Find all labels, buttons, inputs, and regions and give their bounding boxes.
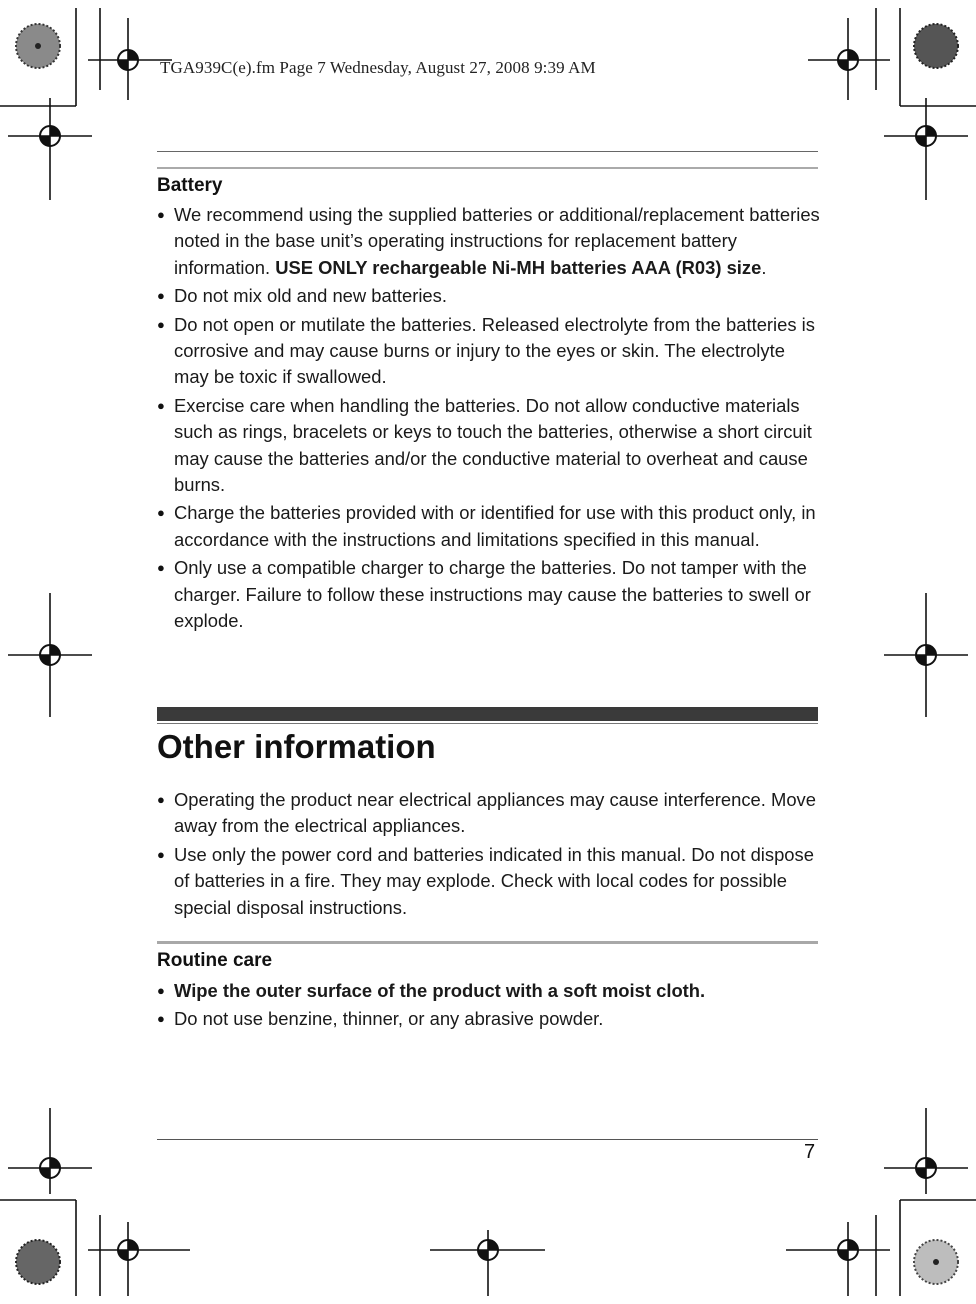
top-rule xyxy=(157,151,818,152)
starburst-top-left xyxy=(16,24,60,68)
list-item: ● Operating the product near electrical appliances may cause interference. Move away from the electrical appliances. xyxy=(157,787,821,840)
list-item: ● Wipe the outer surface of the product with a soft moist cloth. xyxy=(157,978,821,1004)
section-bar xyxy=(157,707,818,721)
starburst-bottom-left xyxy=(16,1240,60,1284)
page-number: 7 xyxy=(804,1141,816,1163)
bottom-rule xyxy=(157,1139,818,1140)
routine-care-heading: Routine care xyxy=(157,950,273,971)
routine-care-list xyxy=(157,978,821,1035)
list-item: ● We recommend using the supplied batteries or additional/replacement batteries noted in the base unit’s operating instructions for replacement battery information. USE ONLY rechargeable Ni-MH batteries AAA (R03) size. xyxy=(157,202,821,281)
file-slug: TGA939C(e).fm Page 7 Wednesday, August 27, 2008 9:39 AM xyxy=(160,58,596,77)
starburst-bottom-right xyxy=(914,1240,958,1284)
section-bar-underline xyxy=(157,723,818,724)
other-information-list xyxy=(157,787,821,923)
other-information-heading: Other information xyxy=(157,728,436,765)
section-rule-routine xyxy=(157,941,818,944)
section-rule-battery xyxy=(157,167,818,169)
starburst-top-right xyxy=(914,24,958,68)
list-item: ● Do not mix old and new batteries. xyxy=(157,283,821,309)
list-item: ● Only use a compatible charger to charge the batteries. Do not tamper with the charger. Failure to follow these instructions may cause the batteries to swell or explode. xyxy=(157,555,821,634)
battery-heading: Battery xyxy=(157,175,223,196)
list-item: ● Charge the batteries provided with or identified for use with this product only, in accordance with the instructions and limitations specified in this manual. xyxy=(157,500,821,553)
list-item: ● Do not use benzine, thinner, or any abrasive powder. xyxy=(157,1006,821,1032)
list-item: ● Exercise care when handling the batteries. Do not allow conductive materials such as rings, bracelets or keys to touch the batteries, otherwise a short circuit may cause the batteries and/or the conductive material to overheat and cause burns. xyxy=(157,393,821,499)
list-item: ● Use only the power cord and batteries indicated in this manual. Do not dispose of batteries in a fire. They may explode. Check with local codes for possible special disposal instructions. xyxy=(157,842,821,921)
list-item: ● Do not open or mutilate the batteries. Released electrolyte from the batteries is corrosive and may cause burns or injury to the eyes or skin. The electrolyte may be toxic if swallowed. xyxy=(157,312,821,391)
battery-list xyxy=(157,202,821,637)
